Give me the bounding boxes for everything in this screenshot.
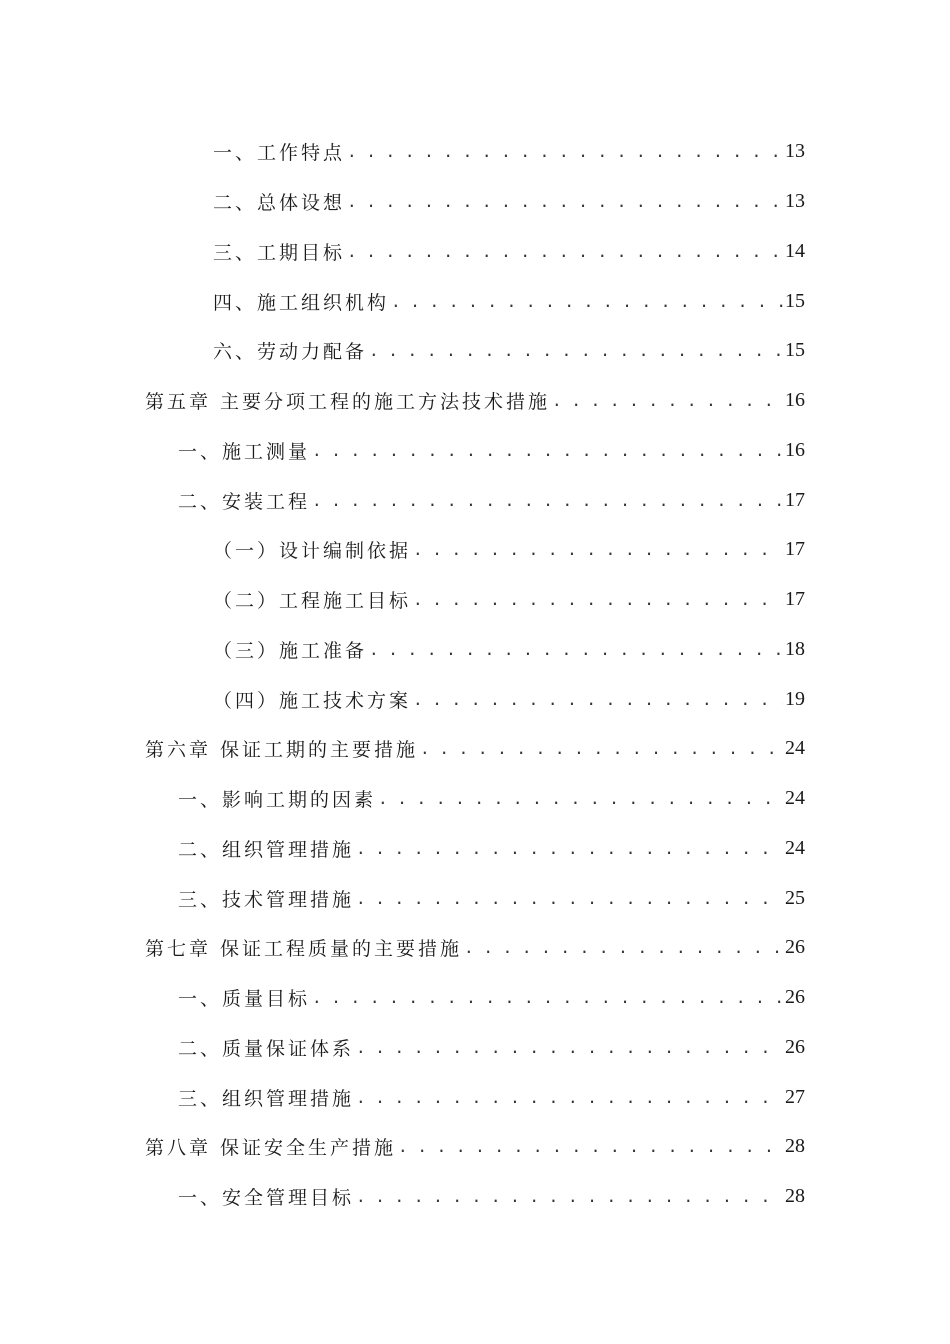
toc-entry-title: （四）施工技术方案 xyxy=(213,689,412,712)
toc-dot-leader xyxy=(464,938,783,957)
toc-entry[interactable] xyxy=(0,326,950,376)
toc-entry[interactable] xyxy=(0,625,950,675)
toc-entry-page-number: 24 xyxy=(785,787,805,810)
toc-entry[interactable] xyxy=(0,1023,950,1073)
toc-dot-leader xyxy=(356,839,783,858)
toc-entry-page-number: 13 xyxy=(785,140,805,163)
toc-dot-leader xyxy=(347,142,783,161)
toc-entry-title: （三）施工准备 xyxy=(213,639,368,662)
toc-entry[interactable] xyxy=(0,774,950,824)
toc-dot-leader xyxy=(356,1088,783,1107)
toc-entry[interactable] xyxy=(0,227,950,277)
toc-entry-title: 第六章 保证工期的主要措施 xyxy=(145,739,419,762)
toc-entry-page-number: 25 xyxy=(785,886,805,909)
toc-entry[interactable] xyxy=(0,873,950,923)
toc-entry[interactable] xyxy=(0,177,950,227)
toc-entry-title: 三、工期目标 xyxy=(213,241,346,264)
toc-entry-title: 一、影响工期的因素 xyxy=(178,789,377,812)
toc-entry-page-number: 16 xyxy=(785,438,805,461)
toc-entry[interactable] xyxy=(0,973,950,1023)
toc-entry-page-number: 14 xyxy=(785,239,805,262)
toc-dot-leader xyxy=(413,590,783,609)
toc-entry[interactable] xyxy=(0,475,950,525)
toc-entry[interactable] xyxy=(0,674,950,724)
toc-entry[interactable] xyxy=(0,575,950,625)
toc-entry-title: （二）工程施工目标 xyxy=(213,590,412,613)
toc-entry-title: 二、总体设想 xyxy=(213,192,346,215)
toc-entry-page-number: 27 xyxy=(785,1085,805,1108)
toc-entry[interactable] xyxy=(0,923,950,973)
table-of-contents xyxy=(0,127,950,1222)
toc-entry[interactable] xyxy=(0,724,950,774)
toc-entry-title: （一）设计编制依据 xyxy=(213,540,412,563)
toc-dot-leader xyxy=(356,1038,783,1057)
toc-entry-title: 一、施工测量 xyxy=(178,440,311,463)
toc-dot-leader xyxy=(378,789,783,808)
toc-entry[interactable] xyxy=(0,824,950,874)
toc-entry-page-number: 26 xyxy=(785,936,805,959)
toc-entry-title: 四、施工组织机构 xyxy=(213,291,390,314)
toc-entry-page-number: 17 xyxy=(785,488,805,511)
toc-dot-leader xyxy=(369,640,783,659)
toc-dot-leader xyxy=(312,988,783,1007)
toc-dot-leader xyxy=(312,441,783,460)
toc-entry-page-number: 26 xyxy=(785,986,805,1009)
toc-dot-leader xyxy=(369,341,783,360)
toc-entry[interactable] xyxy=(0,525,950,575)
toc-entry-page-number: 28 xyxy=(785,1135,805,1158)
toc-entry-title: 一、工作特点 xyxy=(213,142,346,165)
toc-dot-leader xyxy=(347,242,783,261)
toc-entry-title: 二、质量保证体系 xyxy=(178,1037,355,1060)
toc-dot-leader xyxy=(356,889,783,908)
toc-entry-page-number: 17 xyxy=(785,538,805,561)
toc-entry-title: 第七章 保证工程质量的主要措施 xyxy=(145,938,463,961)
toc-entry-page-number: 24 xyxy=(785,737,805,760)
toc-dot-leader xyxy=(356,1187,783,1206)
toc-dot-leader xyxy=(413,690,783,709)
toc-entry-title: 一、质量目标 xyxy=(178,988,311,1011)
toc-entry-title: 三、技术管理措施 xyxy=(178,888,355,911)
toc-dot-leader xyxy=(347,192,783,211)
toc-entry-page-number: 19 xyxy=(785,687,805,710)
toc-entry-page-number: 15 xyxy=(785,339,805,362)
toc-entry-title: 第五章 主要分项工程的施工方法技术措施 xyxy=(145,391,551,414)
toc-dot-leader xyxy=(552,391,783,410)
toc-dot-leader xyxy=(413,540,783,559)
toc-entry-page-number: 15 xyxy=(785,289,805,312)
toc-entry-title: 二、安装工程 xyxy=(178,490,311,513)
toc-entry-page-number: 17 xyxy=(785,588,805,611)
toc-dot-leader xyxy=(391,292,783,311)
toc-dot-leader xyxy=(398,1137,783,1156)
toc-entry-title: 一、安全管理目标 xyxy=(178,1187,355,1210)
toc-entry[interactable] xyxy=(0,276,950,326)
toc-entry-title: 二、组织管理措施 xyxy=(178,838,355,861)
toc-dot-leader xyxy=(312,491,783,510)
toc-entry-page-number: 28 xyxy=(785,1185,805,1208)
toc-entry-title: 六、劳动力配备 xyxy=(213,341,368,364)
toc-entry[interactable] xyxy=(0,426,950,476)
toc-entry[interactable] xyxy=(0,1122,950,1172)
toc-entry-page-number: 26 xyxy=(785,1035,805,1058)
toc-entry-title: 第八章 保证安全生产措施 xyxy=(145,1137,397,1160)
toc-entry-page-number: 24 xyxy=(785,836,805,859)
toc-entry[interactable] xyxy=(0,1072,950,1122)
toc-entry-page-number: 18 xyxy=(785,637,805,660)
toc-entry-title: 三、组织管理措施 xyxy=(178,1087,355,1110)
toc-entry[interactable] xyxy=(0,127,950,177)
toc-entry-page-number: 16 xyxy=(785,389,805,412)
toc-entry[interactable] xyxy=(0,376,950,426)
toc-dot-leader xyxy=(420,739,783,758)
toc-entry[interactable] xyxy=(0,1172,950,1222)
toc-entry-page-number: 13 xyxy=(785,190,805,213)
